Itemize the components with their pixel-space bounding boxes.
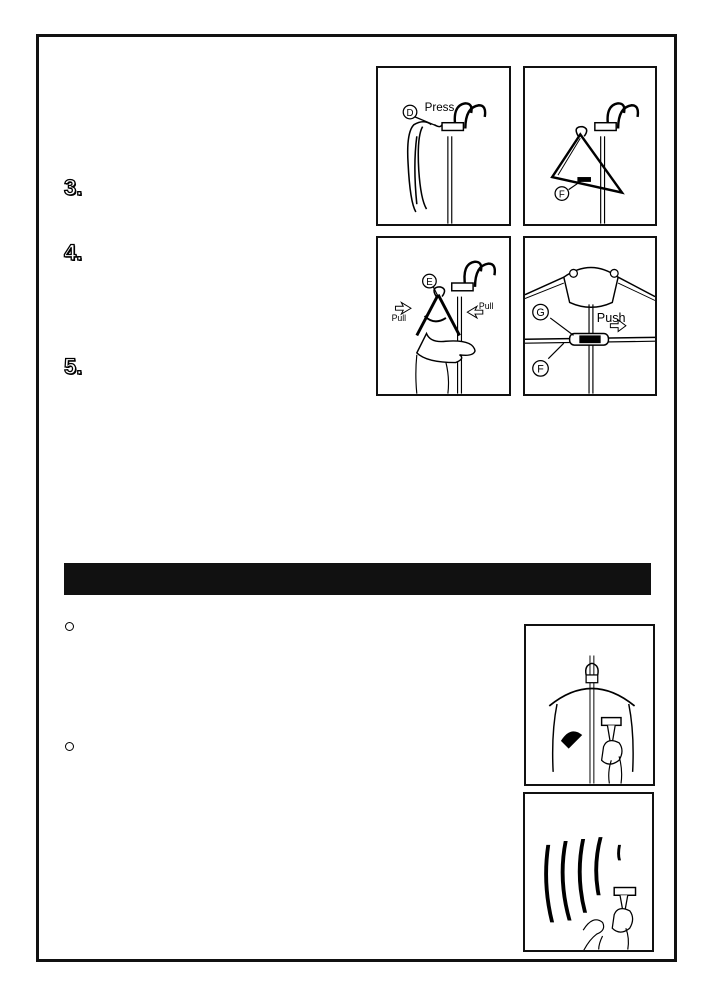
figure-push xyxy=(523,236,657,396)
callout-f: F xyxy=(558,189,565,201)
figure-pull xyxy=(376,236,511,396)
pull-label-right: Pull xyxy=(478,301,494,312)
figure-hanger-locked xyxy=(523,66,657,226)
hanger-locked-illustration xyxy=(525,68,655,224)
step-number-4: 4. xyxy=(64,240,83,265)
bullet-1-icon xyxy=(65,622,74,631)
step-number-3: 3. xyxy=(64,175,83,200)
push-label: Push xyxy=(596,310,626,325)
hanger-press-illustration xyxy=(378,68,509,224)
press-label: Press xyxy=(424,101,455,115)
callout-e: E xyxy=(426,276,433,288)
hanger-push-illustration xyxy=(525,238,655,394)
pull-label-left: Pull xyxy=(391,312,407,323)
callout-d: D xyxy=(406,107,414,119)
steaming-curtain-illustration xyxy=(525,794,652,950)
callout-g: G xyxy=(536,307,545,319)
hanger-pull-illustration xyxy=(378,238,509,394)
figure-steam-curtain xyxy=(523,792,654,952)
step-number-5: 5. xyxy=(64,354,83,379)
bullet-2-icon xyxy=(65,742,74,751)
callout-f-push: F xyxy=(537,363,544,376)
steaming-hanger-illustration xyxy=(526,626,653,784)
figure-steam-garment xyxy=(524,624,655,786)
section-header-bar xyxy=(64,563,651,595)
figure-press xyxy=(376,66,511,226)
